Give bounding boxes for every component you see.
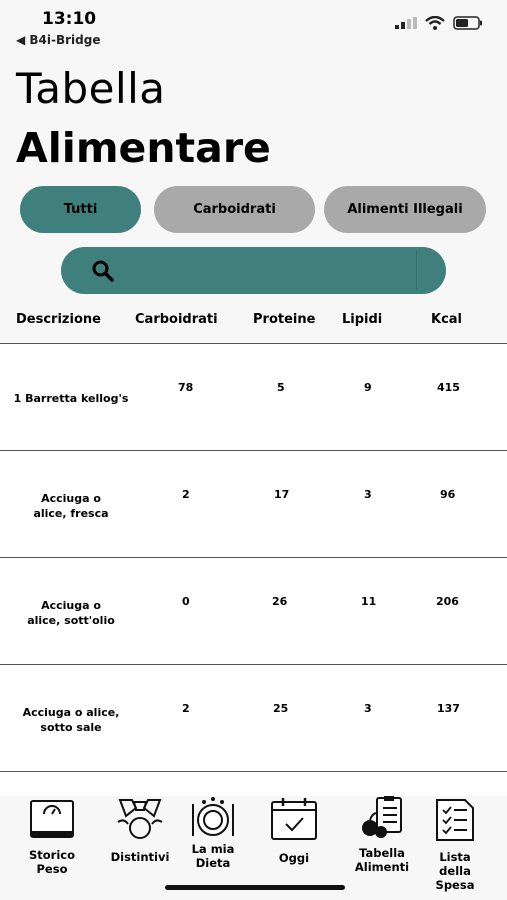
row-description: Acciuga o alice, fresca — [33, 492, 109, 520]
row-lipidi: 9 — [364, 381, 372, 394]
row-lipidi: 11 — [361, 595, 377, 608]
tab-la-mia-dieta[interactable] — [182, 796, 244, 870]
row-carboidrati: 2 — [182, 488, 190, 501]
row-kcal: 137 — [437, 702, 460, 715]
table-row — [0, 771, 507, 796]
row-kcal: 96 — [440, 488, 456, 501]
tab-label: Oggi — [278, 851, 310, 865]
row-carboidrati: 0 — [182, 595, 190, 608]
row-description: Acciuga o alice, sotto sale — [22, 706, 120, 734]
column-header-descrizione: Descrizione — [16, 312, 101, 327]
tab-label: La mia Dieta — [191, 842, 235, 870]
column-header-kcal: Kcal — [431, 312, 463, 327]
tab-distintivi[interactable] — [104, 796, 176, 864]
column-header-carboidrati: Carboidrati — [135, 312, 218, 327]
search-bar[interactable] — [61, 247, 446, 294]
food-list-icon — [357, 796, 407, 840]
row-kcal: 415 — [437, 381, 460, 394]
scale-icon — [28, 798, 76, 840]
badge-icon — [114, 796, 166, 842]
table-row[interactable] — [0, 343, 507, 450]
row-description: Acciuga o alice, sott'olio — [27, 599, 115, 627]
page-title-line2: Alimentare — [16, 124, 271, 172]
filter-alimenti-illegali-button[interactable]: Alimenti Illegali — [324, 186, 486, 233]
back-to-app-link[interactable]: ◀ B4i-Bridge — [16, 33, 101, 47]
tab-lista-della-spesa[interactable] — [424, 796, 486, 892]
food-table[interactable] — [0, 343, 507, 796]
status-bar — [0, 0, 507, 52]
column-header-lipidi: Lipidi — [342, 312, 383, 327]
row-proteine: 25 — [273, 702, 289, 715]
table-row[interactable] — [0, 557, 507, 664]
battery-icon — [453, 16, 483, 30]
filter-tutti-button[interactable]: Tutti — [20, 186, 141, 233]
row-carboidrati: 2 — [182, 702, 190, 715]
search-icon[interactable] — [91, 259, 115, 283]
row-proteine: 5 — [277, 381, 285, 394]
plate-icon — [188, 796, 238, 840]
search-input[interactable] — [135, 251, 417, 290]
tab-label: Distintivi — [110, 850, 170, 864]
cellular-signal-icon — [395, 17, 417, 29]
tab-label: Tabella Alimenti — [354, 846, 410, 874]
row-proteine: 26 — [272, 595, 288, 608]
row-proteine: 17 — [274, 488, 290, 501]
filter-carboidrati-button[interactable]: Carboidrati — [154, 186, 315, 233]
column-header-proteine: Proteine — [253, 312, 316, 327]
row-lipidi: 3 — [364, 488, 372, 501]
status-icons — [395, 16, 483, 30]
status-time: 13:10 — [42, 9, 97, 29]
row-lipidi: 3 — [364, 702, 372, 715]
wifi-icon — [425, 16, 445, 30]
page-title-line1: Tabella — [16, 64, 166, 113]
row-kcal: 206 — [436, 595, 459, 608]
checklist-icon — [433, 796, 477, 842]
table-row[interactable] — [0, 450, 507, 557]
table-row[interactable] — [0, 664, 507, 771]
home-indicator[interactable] — [165, 885, 345, 890]
tab-label: Storico Peso — [28, 848, 75, 876]
tab-oggi[interactable] — [264, 796, 324, 865]
tab-label: Lista della Spesa — [435, 850, 475, 892]
tab-tabella-alimenti[interactable] — [348, 796, 416, 874]
calendar-check-icon — [269, 796, 319, 842]
row-description: 1 Barretta kellog's — [13, 392, 129, 405]
row-carboidrati: 78 — [178, 381, 194, 394]
tab-storico-peso[interactable] — [16, 796, 88, 876]
